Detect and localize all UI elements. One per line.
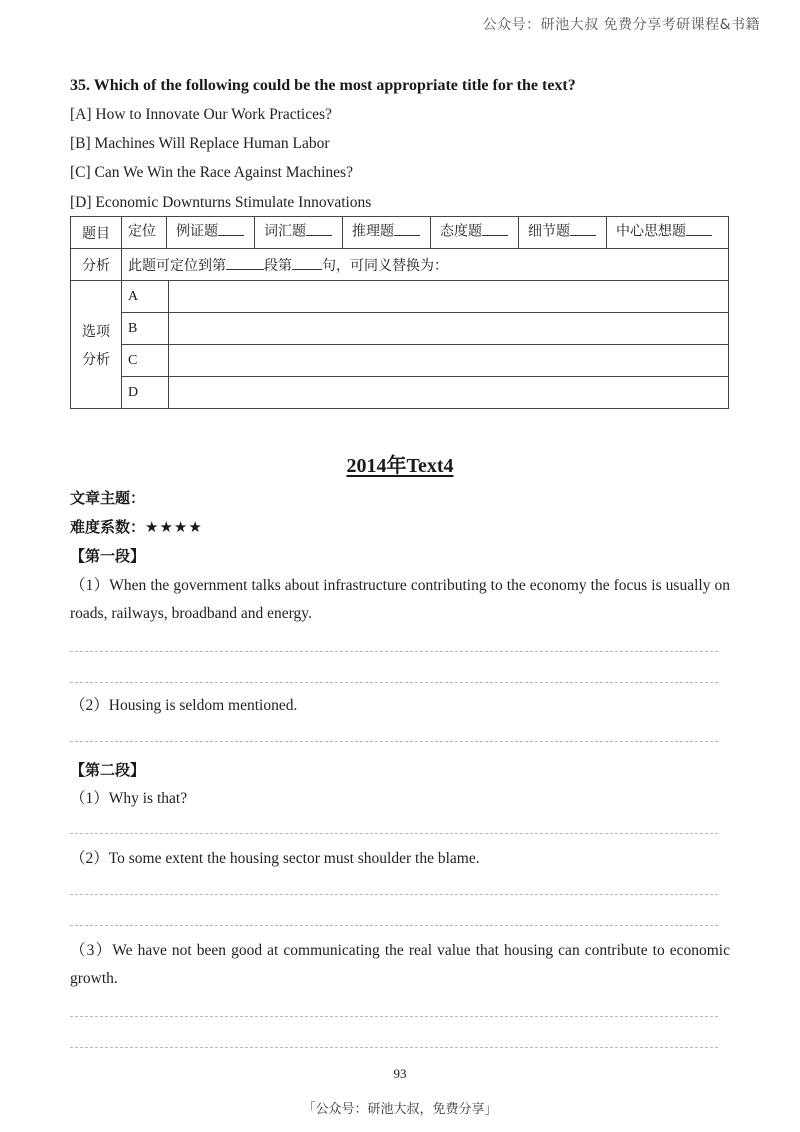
option-letter-a: A xyxy=(122,281,169,313)
type-locate: 定位 xyxy=(128,224,156,240)
footer-watermark: 「公众号：研池大叔，免费分享」 xyxy=(302,1102,498,1117)
option-analysis-b xyxy=(169,313,729,345)
row-label-question: 题目 xyxy=(71,217,122,249)
blank-sentence xyxy=(292,257,322,270)
answer-line xyxy=(70,651,718,652)
section-title xyxy=(0,449,800,478)
para1-sentence2: （2）Housing is seldom mentioned. xyxy=(70,697,298,714)
option-letter-b: B xyxy=(122,313,169,345)
row-label-analysis: 分析 xyxy=(71,249,122,281)
types-cell xyxy=(122,217,729,249)
option-letter-d: D xyxy=(122,377,169,409)
table-row-option-c xyxy=(71,345,729,377)
question-title: 35. Which of the following could be the most appropriate title for the text? xyxy=(70,77,576,94)
type-attitude: 态度题 xyxy=(440,224,482,240)
table-row-option-d xyxy=(71,377,729,409)
option-letter-c: C xyxy=(122,345,169,377)
divider xyxy=(430,217,431,248)
option-b: [B] Machines Will Replace Human Labor xyxy=(70,135,330,152)
options-label-2: 分析 xyxy=(82,352,110,368)
section-title-text: 2014年Text4 xyxy=(346,455,454,477)
difficulty xyxy=(70,516,203,537)
blank xyxy=(686,223,712,236)
option-c: [C] Can We Win the Race Against Machines? xyxy=(70,164,353,181)
answer-line xyxy=(70,682,718,683)
divider xyxy=(606,217,607,248)
divider xyxy=(254,217,255,248)
type-detail: 细节题 xyxy=(528,224,570,240)
type-vocabulary: 词汇题 xyxy=(264,224,306,240)
type-inference: 推理题 xyxy=(352,224,394,240)
header-watermark: 公众号：研池大叔 免费分享考研课程&书籍 xyxy=(482,17,760,33)
blank xyxy=(218,223,244,236)
locate-prefix: 此题可定位到第 xyxy=(128,258,226,274)
theme-label: 文章主题： xyxy=(70,489,146,507)
divider xyxy=(518,217,519,248)
answer-line xyxy=(70,1047,718,1048)
para1-label: 【第一段】 xyxy=(70,547,146,565)
options-label-1: 选项 xyxy=(82,324,110,340)
option-analysis-d xyxy=(169,377,729,409)
blank-paragraph xyxy=(226,257,264,270)
option-analysis-c xyxy=(169,345,729,377)
para2-sentence1: （1）Why is that? xyxy=(70,790,188,807)
blank xyxy=(570,223,596,236)
para1-sentence1: （1）When the government talks about infrastructure contributing to the economy the focus is usually on roads, railways, broadband and energy. xyxy=(70,577,730,622)
para2-sentence2: （2）To some extent the housing sector must shoulder the blame. xyxy=(70,850,480,867)
locate-mid1: 段第 xyxy=(264,258,292,274)
table-row-types xyxy=(71,217,729,249)
answer-line xyxy=(70,833,718,834)
option-a: [A] How to Innovate Our Work Practices? xyxy=(70,106,332,123)
answer-line xyxy=(70,894,718,895)
table-row-option-b xyxy=(71,313,729,345)
para2-label: 【第二段】 xyxy=(70,761,146,779)
page-number: 93 xyxy=(393,1066,407,1081)
para2-sentence3: （3）We have not been good at communicating the real value that housing can contribute to economic growth. xyxy=(70,942,730,987)
option-d: [D] Economic Downturns Stimulate Innovations xyxy=(70,194,372,211)
answer-line xyxy=(70,741,718,742)
type-example: 例证题 xyxy=(176,224,218,240)
blank xyxy=(482,223,508,236)
locate-mid2: 句，可同义替换为： xyxy=(322,258,448,274)
table-row-locate xyxy=(71,249,729,281)
divider xyxy=(166,217,167,248)
answer-line xyxy=(70,925,718,926)
blank xyxy=(394,223,420,236)
blank xyxy=(306,223,332,236)
row-label-options xyxy=(71,281,122,409)
locate-cell xyxy=(122,249,729,281)
difficulty-label: 难度系数： xyxy=(70,518,146,536)
option-analysis-a xyxy=(169,281,729,313)
star-icon: ★★★★ xyxy=(145,518,203,536)
type-main-idea: 中心思想题 xyxy=(616,224,686,240)
answer-line xyxy=(70,1016,718,1017)
table-row-option-a xyxy=(71,281,729,313)
analysis-table xyxy=(70,216,729,409)
divider xyxy=(342,217,343,248)
